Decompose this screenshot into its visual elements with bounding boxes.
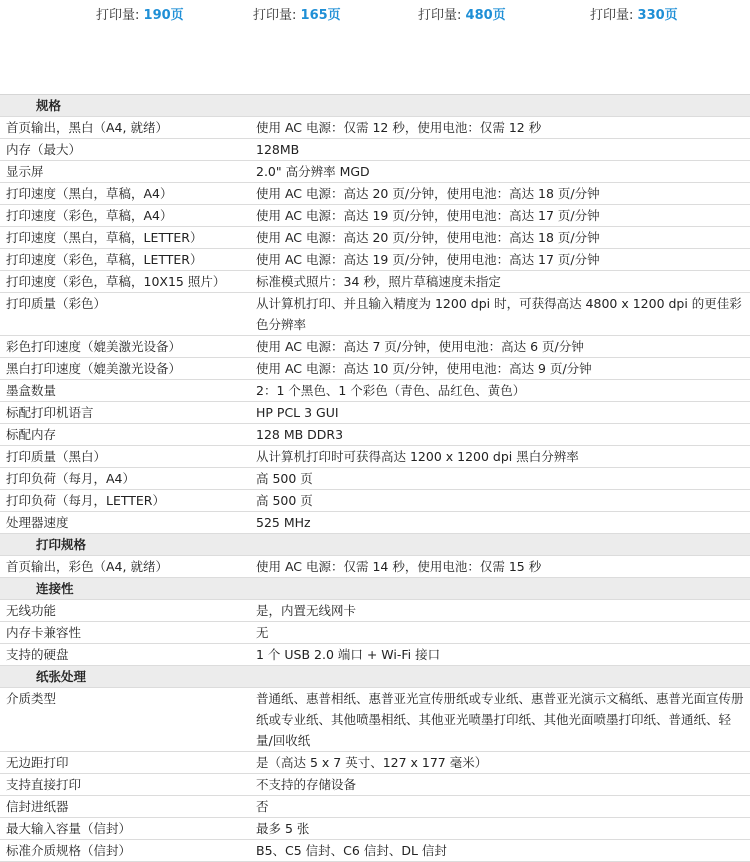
spec-row: [0, 424, 750, 446]
spec-value: 是（高达 5 x 7 英寸、127 x 177 毫米）: [256, 755, 488, 770]
yield-item: [418, 4, 506, 23]
spec-value: 最多 5 张: [256, 821, 310, 836]
spec-value: 从计算机打印时可获得高达 1200 x 1200 dpi 黑白分辨率: [256, 449, 579, 464]
spec-label: 无边距打印: [6, 755, 69, 770]
spec-row: [0, 205, 750, 227]
yield-value: 480页: [465, 8, 506, 23]
yield-label: 打印量:: [253, 8, 297, 23]
spec-value: B5、C5 信封、C6 信封、DL 信封: [256, 843, 447, 858]
spec-label: 首页输出，彩色（A4, 就绪）: [6, 559, 168, 574]
spec-value: 使用 AC 电源：高达 19 页/分钟，使用电池：高达 17 页/分钟: [256, 208, 600, 223]
spec-row: [0, 183, 750, 205]
spec-label: 标配内存: [6, 427, 57, 442]
spec-row: [0, 752, 750, 774]
section-title: 连接性: [36, 581, 74, 596]
yield-value: 165页: [300, 8, 341, 23]
spec-row: [0, 468, 750, 490]
yield-label: 打印量:: [590, 8, 634, 23]
spec-value: 标准模式照片：34 秒，照片草稿速度未指定: [256, 274, 501, 289]
spec-row: [0, 818, 750, 840]
spec-row: [0, 622, 750, 644]
spec-value: 不支持的存储设备: [256, 777, 357, 792]
spec-row: [0, 774, 750, 796]
spec-value: 使用 AC 电源：高达 20 页/分钟，使用电池：高达 18 页/分钟: [256, 230, 600, 245]
spec-label: 彩色打印速度（媲美激光设备）: [6, 339, 182, 354]
spec-value: 否: [256, 799, 269, 814]
spec-label: 介质类型: [6, 691, 57, 706]
spec-table: [0, 94, 750, 862]
yield-item: [96, 4, 184, 23]
spec-row: [0, 249, 750, 271]
section-header: [0, 95, 750, 117]
spec-label: 内存（最大）: [6, 142, 82, 157]
spec-row: [0, 271, 750, 293]
spec-label: 打印速度（黑白，草稿，LETTER）: [6, 230, 203, 245]
yield-item: [590, 4, 678, 23]
spec-value: 1 个 USB 2.0 端口 + Wi-Fi 接口: [256, 647, 441, 662]
spec-label: 打印负荷（每月，A4）: [6, 471, 136, 486]
spec-row: [0, 512, 750, 534]
spec-label: 标配打印机语言: [6, 405, 94, 420]
spec-row: [0, 402, 750, 424]
spec-value: 使用 AC 电源：仅需 12 秒，使用电池：仅需 12 秒: [256, 120, 542, 135]
spec-row: [0, 336, 750, 358]
spec-value: 525 MHz: [256, 515, 311, 530]
spec-value: 从计算机打印、并且输入精度为 1200 dpi 时，可获得高达 4800 x 1200 dpi 的更佳彩色分辨率: [256, 296, 742, 332]
spec-row: [0, 117, 750, 139]
spec-row: [0, 556, 750, 578]
spec-row: [0, 161, 750, 183]
spec-label: 墨盒数量: [6, 383, 57, 398]
spec-value: 128MB: [256, 142, 300, 157]
section-header: [0, 666, 750, 688]
spec-value: 使用 AC 电源：高达 19 页/分钟，使用电池：高达 17 页/分钟: [256, 252, 600, 267]
spec-value: 高 500 页: [256, 493, 313, 508]
spec-label: 打印速度（黑白，草稿，A4）: [6, 186, 173, 201]
spec-label: 支持的硬盘: [6, 647, 69, 662]
spec-label: 标准介质规格（信封）: [6, 843, 132, 858]
spec-row: [0, 840, 750, 862]
spec-value: 使用 AC 电源：高达 7 页/分钟，使用电池：高达 6 页/分钟: [256, 339, 584, 354]
spec-value: 2.0" 高分辨率 MGD: [256, 164, 370, 179]
section-title: 规格: [36, 98, 62, 113]
spec-label: 支持直接打印: [6, 777, 82, 792]
spec-label: 首页输出，黑白（A4, 就绪）: [6, 120, 168, 135]
spec-label: 黑白打印速度（媲美激光设备）: [6, 361, 182, 376]
spec-label: 打印速度（彩色，草稿，10X15 照片）: [6, 274, 226, 289]
spec-label: 最大输入容量（信封）: [6, 821, 132, 836]
spec-row: [0, 490, 750, 512]
yield-value: 190页: [143, 8, 184, 23]
spec-row: [0, 600, 750, 622]
yield-label: 打印量:: [96, 8, 140, 23]
spec-value: 无: [256, 625, 269, 640]
spec-row: [0, 644, 750, 666]
spec-row: [0, 139, 750, 161]
yield-item: [253, 4, 341, 23]
spec-value: 使用 AC 电源：仅需 14 秒，使用电池：仅需 15 秒: [256, 559, 542, 574]
spec-value: 高 500 页: [256, 471, 313, 486]
section-title: 打印规格: [36, 537, 87, 552]
section-header: [0, 534, 750, 556]
yield-row: [0, 0, 750, 28]
spec-value: HP PCL 3 GUI: [256, 405, 339, 420]
spec-label: 打印质量（彩色）: [6, 296, 107, 311]
spec-row: [0, 380, 750, 402]
spec-label: 无线功能: [6, 603, 57, 618]
spec-row: [0, 358, 750, 380]
spec-row: [0, 446, 750, 468]
spec-row: [0, 293, 750, 336]
yield-value: 330页: [637, 8, 678, 23]
spec-row: [0, 796, 750, 818]
spec-value: 使用 AC 电源：高达 10 页/分钟，使用电池：高达 9 页/分钟: [256, 361, 592, 376]
spec-row: [0, 227, 750, 249]
spec-value: 普通纸、惠普相纸、惠普亚光宣传册纸或专业纸、惠普亚光演示文稿纸、惠普光面宣传册纸或专业纸、其他喷墨相纸、其他亚光喷墨打印纸、其他光面喷墨打印纸、普通纸、轻量/回收纸: [256, 691, 744, 748]
spec-label: 处理器速度: [6, 515, 69, 530]
spec-label: 显示屏: [6, 164, 44, 179]
spec-row: [0, 688, 750, 752]
spec-value: 128 MB DDR3: [256, 427, 344, 442]
spec-label: 内存卡兼容性: [6, 625, 82, 640]
spec-value: 是，内置无线网卡: [256, 603, 357, 618]
spec-value: 使用 AC 电源：高达 20 页/分钟，使用电池：高达 18 页/分钟: [256, 186, 600, 201]
spec-label: 打印速度（彩色，草稿，LETTER）: [6, 252, 203, 267]
yield-label: 打印量:: [418, 8, 462, 23]
section-header: [0, 578, 750, 600]
spec-value: 2：1 个黑色、1 个彩色（青色、品红色、黄色）: [256, 383, 526, 398]
spec-label: 打印质量（黑白）: [6, 449, 107, 464]
spec-label: 信封进纸器: [6, 799, 69, 814]
section-title: 纸张处理: [36, 669, 87, 684]
spec-label: 打印速度（彩色，草稿，A4）: [6, 208, 173, 223]
spec-label: 打印负荷（每月，LETTER）: [6, 493, 165, 508]
